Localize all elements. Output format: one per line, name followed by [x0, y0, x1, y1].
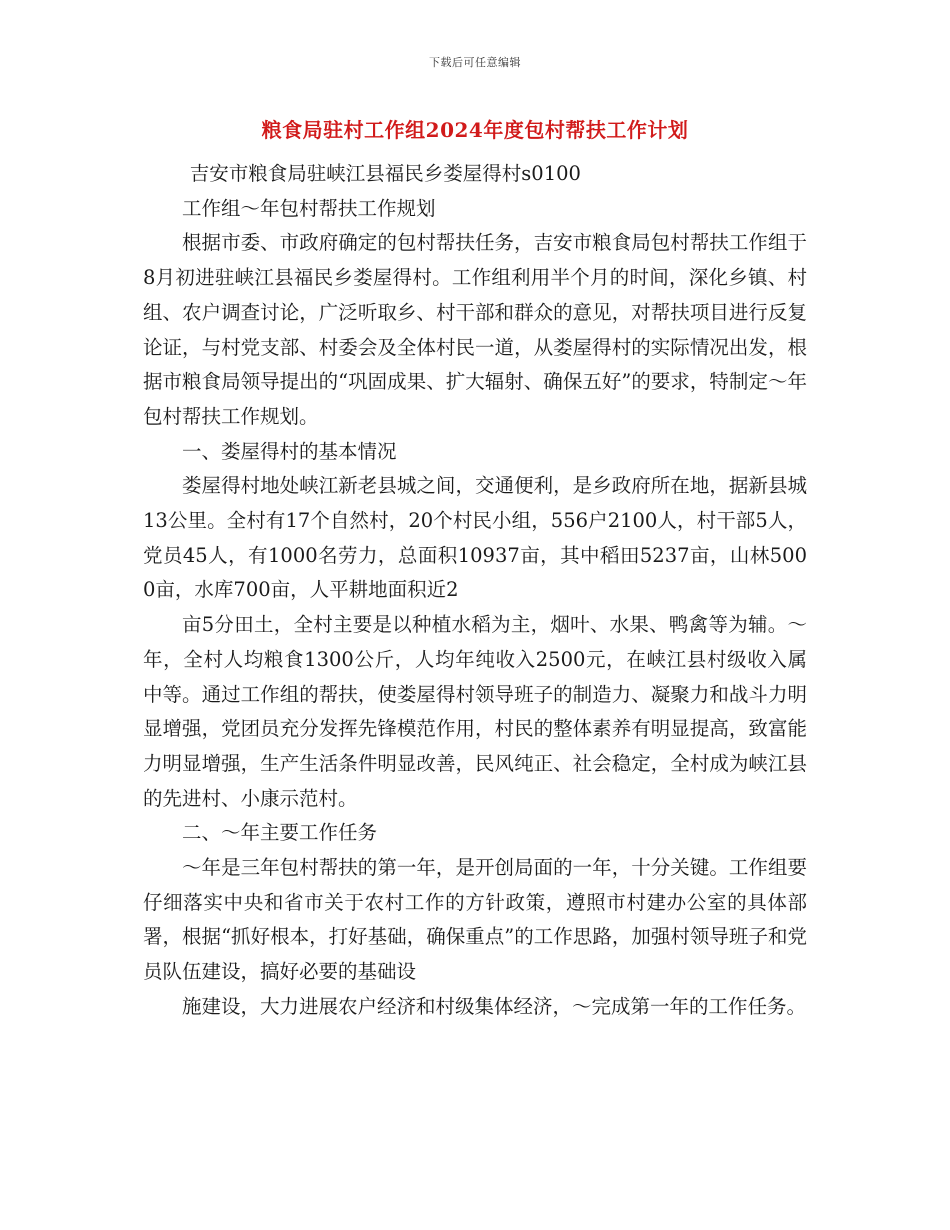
- paragraph-subtitle-1: 吉安市粮食局驻峡江县福民乡娄屋得村s0100: [189, 162, 581, 185]
- section-heading-2: 二、～年主要工作任务: [182, 821, 378, 845]
- header-note: 下载后可任意编辑: [429, 56, 521, 69]
- paragraph-tasks-1: ～年是三年包村帮扶的第一年，是开创局面的一年，十分关键。工作组要仔细落实中央和省市关于农村工作的方针政策，遵照市村建办公室的具体部署，根据“抓好根本，打好基础，确保重点”的工作思路，加强村领导班子和党员队伍建设，搞好必要的基础设: [143, 856, 807, 984]
- document-title: 粮食局驻村工作组2024年度包村帮扶工作计划: [261, 118, 689, 142]
- document-body: [143, 157, 807, 1025]
- paragraph-tasks-2: 施建设，大力进展农户经济和村级集体经济，～完成第一年的工作任务。: [182, 994, 807, 1018]
- paragraph-intro: 根据市委、市政府确定的包村帮扶任务，吉安市粮食局包村帮扶工作组于8月初进驻峡江县福民乡娄屋得村。工作组利用半个月的时间，深化乡镇、村组、农户调查讨论，广泛听取乡、村干部和群众的意见，对帮扶项目进行反复论证，与村党支部、村委会及全体村民一道，从娄屋得村的实际情况出发，根据市粮食局领导提出的“巩固成果、扩大辐射、确保五好”的要求，特制定～年包村帮扶工作规划。: [143, 231, 807, 428]
- paragraph-basic-info-1: 娄屋得村地处峡江新老县城之间，交通便利，是乡政府所在地，据新县城13公里。全村有17个自然村，20个村民小组，556户2100人，村干部5人，党员45人，有1000名劳力，总面积10937亩，其中稻田5237亩，山林5000亩，水库700亩，人平耕地面积近2: [143, 474, 807, 602]
- paragraph-subtitle-2: 工作组～年包村帮扶工作规划: [182, 196, 436, 220]
- section-heading-1: 一、娄屋得村的基本情况: [182, 439, 397, 463]
- paragraph-basic-info-2: 亩5分田土，全村主要是以种植水稻为主，烟叶、水果、鸭禽等为辅。～年，全村人均粮食1300公斤，人均年纯收入2500元，在峡江县村级收入属中等。通过工作组的帮扶，使娄屋得村领导班子的制造力、凝聚力和战斗力明显增强，党团员充分发挥先锋模范作用，村民的整体素养有明显提高，致富能力明显增强，生产生活条件明显改善，民风纯正、社会稳定，全村成为峡江县的先进村、小康示范村。: [143, 613, 807, 810]
